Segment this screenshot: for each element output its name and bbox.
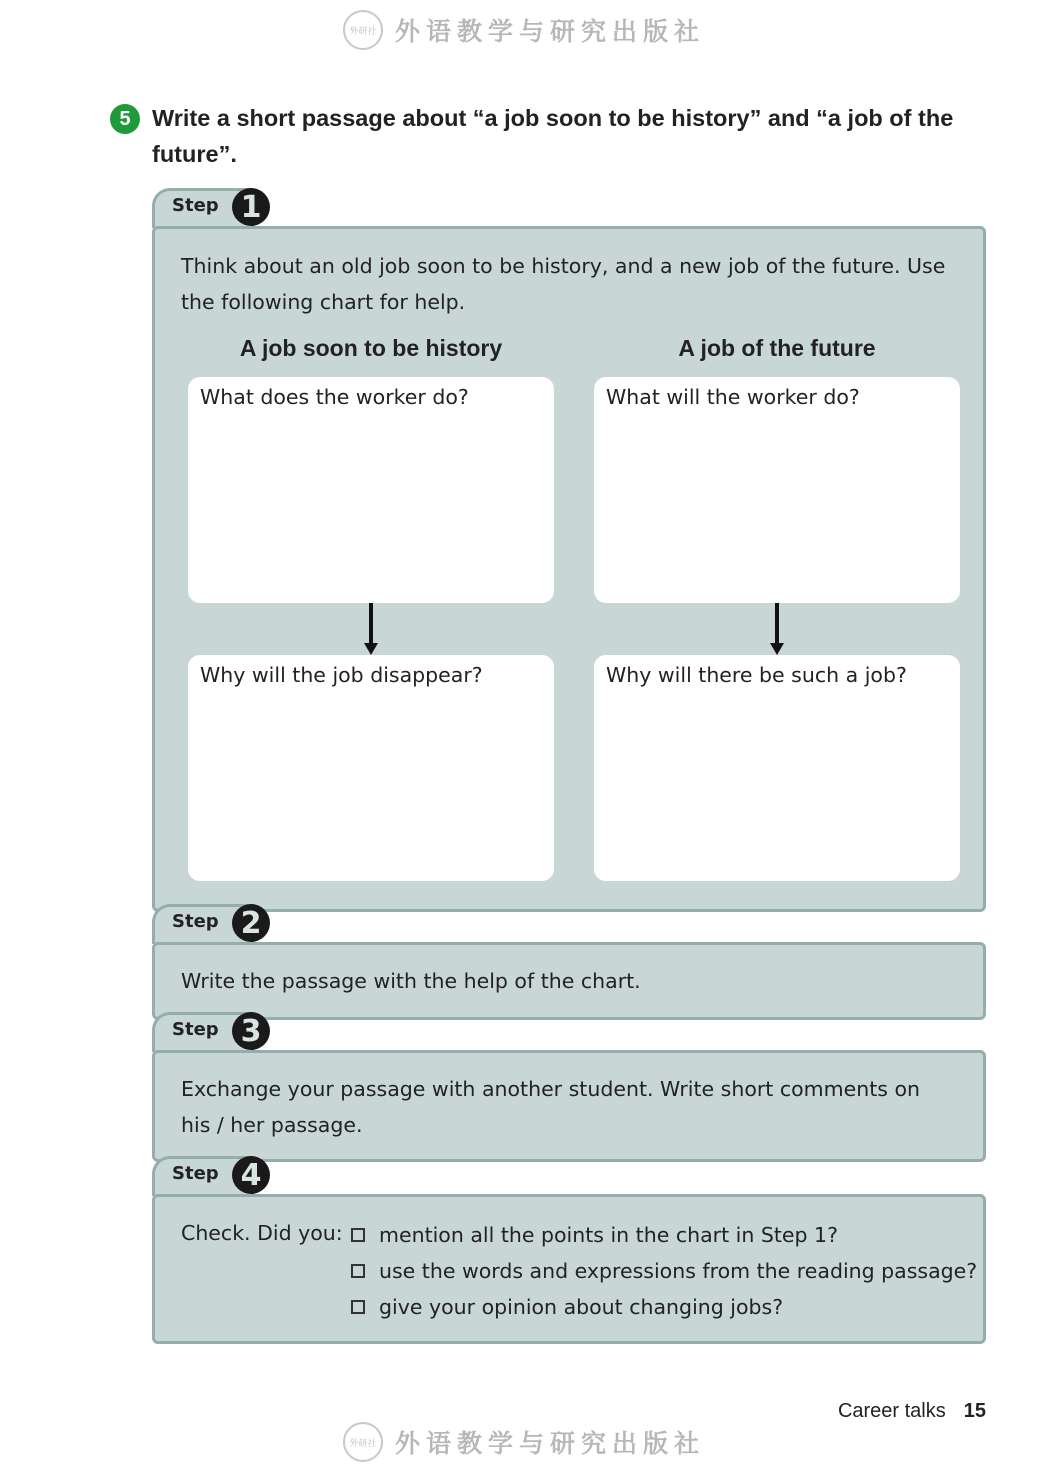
page-footer <box>838 1400 986 1423</box>
step-3-box <box>152 1050 986 1162</box>
checklist-item-text: use the words and expressions from the reading passage? <box>379 1259 978 1283</box>
checklist-item[interactable] <box>351 1223 838 1247</box>
chart-card-future-job-task[interactable] <box>594 377 960 603</box>
card-question: Why will the job disappear? <box>200 663 483 687</box>
arrow-down-icon <box>364 603 378 655</box>
step-2-tab <box>152 904 270 944</box>
task-number-badge: 5 <box>110 104 140 134</box>
step-label: Step <box>172 1163 219 1184</box>
task-text: Write a short passage about “a job soon to be history” and “a job of the future”. <box>152 105 954 167</box>
step-number: 1 <box>232 188 270 226</box>
step-4-text: Check. Did you: <box>181 1221 343 1245</box>
checklist-item-text: mention all the points in the chart in Step 1? <box>379 1223 838 1247</box>
step-number: 4 <box>232 1156 270 1194</box>
step-3-tab <box>152 1012 270 1052</box>
arrow-down-icon <box>770 603 784 655</box>
checkbox[interactable] <box>351 1264 365 1278</box>
step-1-tab <box>152 188 270 228</box>
step-number: 3 <box>232 1012 270 1050</box>
step-label: Step <box>172 195 219 216</box>
checkbox[interactable] <box>351 1228 365 1242</box>
task-instruction <box>110 100 980 172</box>
step-1-text: Think about an old job soon to be history, and a new job of the future. Use the following chart for help. <box>181 254 946 314</box>
publisher-logo-icon: 外研社 <box>343 1422 383 1462</box>
page-number: 15 <box>963 1400 986 1422</box>
chart-card-old-job-reason[interactable] <box>188 655 554 881</box>
step-3-text: Exchange your passage with another student. Write short comments on his / her passage. <box>181 1077 920 1137</box>
step-2-box <box>152 942 986 1020</box>
card-question: Why will there be such a job? <box>606 663 907 687</box>
checklist-item-text: give your opinion about changing jobs? <box>379 1295 784 1319</box>
chart-left-heading: A job soon to be history <box>239 335 503 361</box>
step-2-text: Write the passage with the help of the chart. <box>181 969 641 993</box>
chart-right-heading: A job of the future <box>678 335 876 361</box>
step-4-tab <box>152 1156 270 1196</box>
step-4-box <box>152 1194 986 1344</box>
publisher-watermark-top <box>0 10 1048 50</box>
checkbox[interactable] <box>351 1300 365 1314</box>
publisher-watermark-bottom <box>0 1422 1048 1462</box>
section-title: Career talks <box>837 1400 946 1422</box>
step-label: Step <box>172 911 219 932</box>
publisher-name: 外语教学与研究出版社 <box>394 1429 705 1458</box>
chart-card-old-job-task[interactable] <box>188 377 554 603</box>
publisher-name: 外语教学与研究出版社 <box>394 17 705 46</box>
step-number: 2 <box>232 904 270 942</box>
checklist-item[interactable] <box>351 1259 977 1283</box>
checklist-item[interactable] <box>351 1295 783 1319</box>
card-question: What will the worker do? <box>606 385 860 409</box>
step-1-box <box>152 226 986 912</box>
publisher-logo-icon: 外研社 <box>343 10 383 50</box>
chart-card-future-job-reason[interactable] <box>594 655 960 881</box>
step-label: Step <box>172 1019 219 1040</box>
card-question: What does the worker do? <box>200 385 469 409</box>
